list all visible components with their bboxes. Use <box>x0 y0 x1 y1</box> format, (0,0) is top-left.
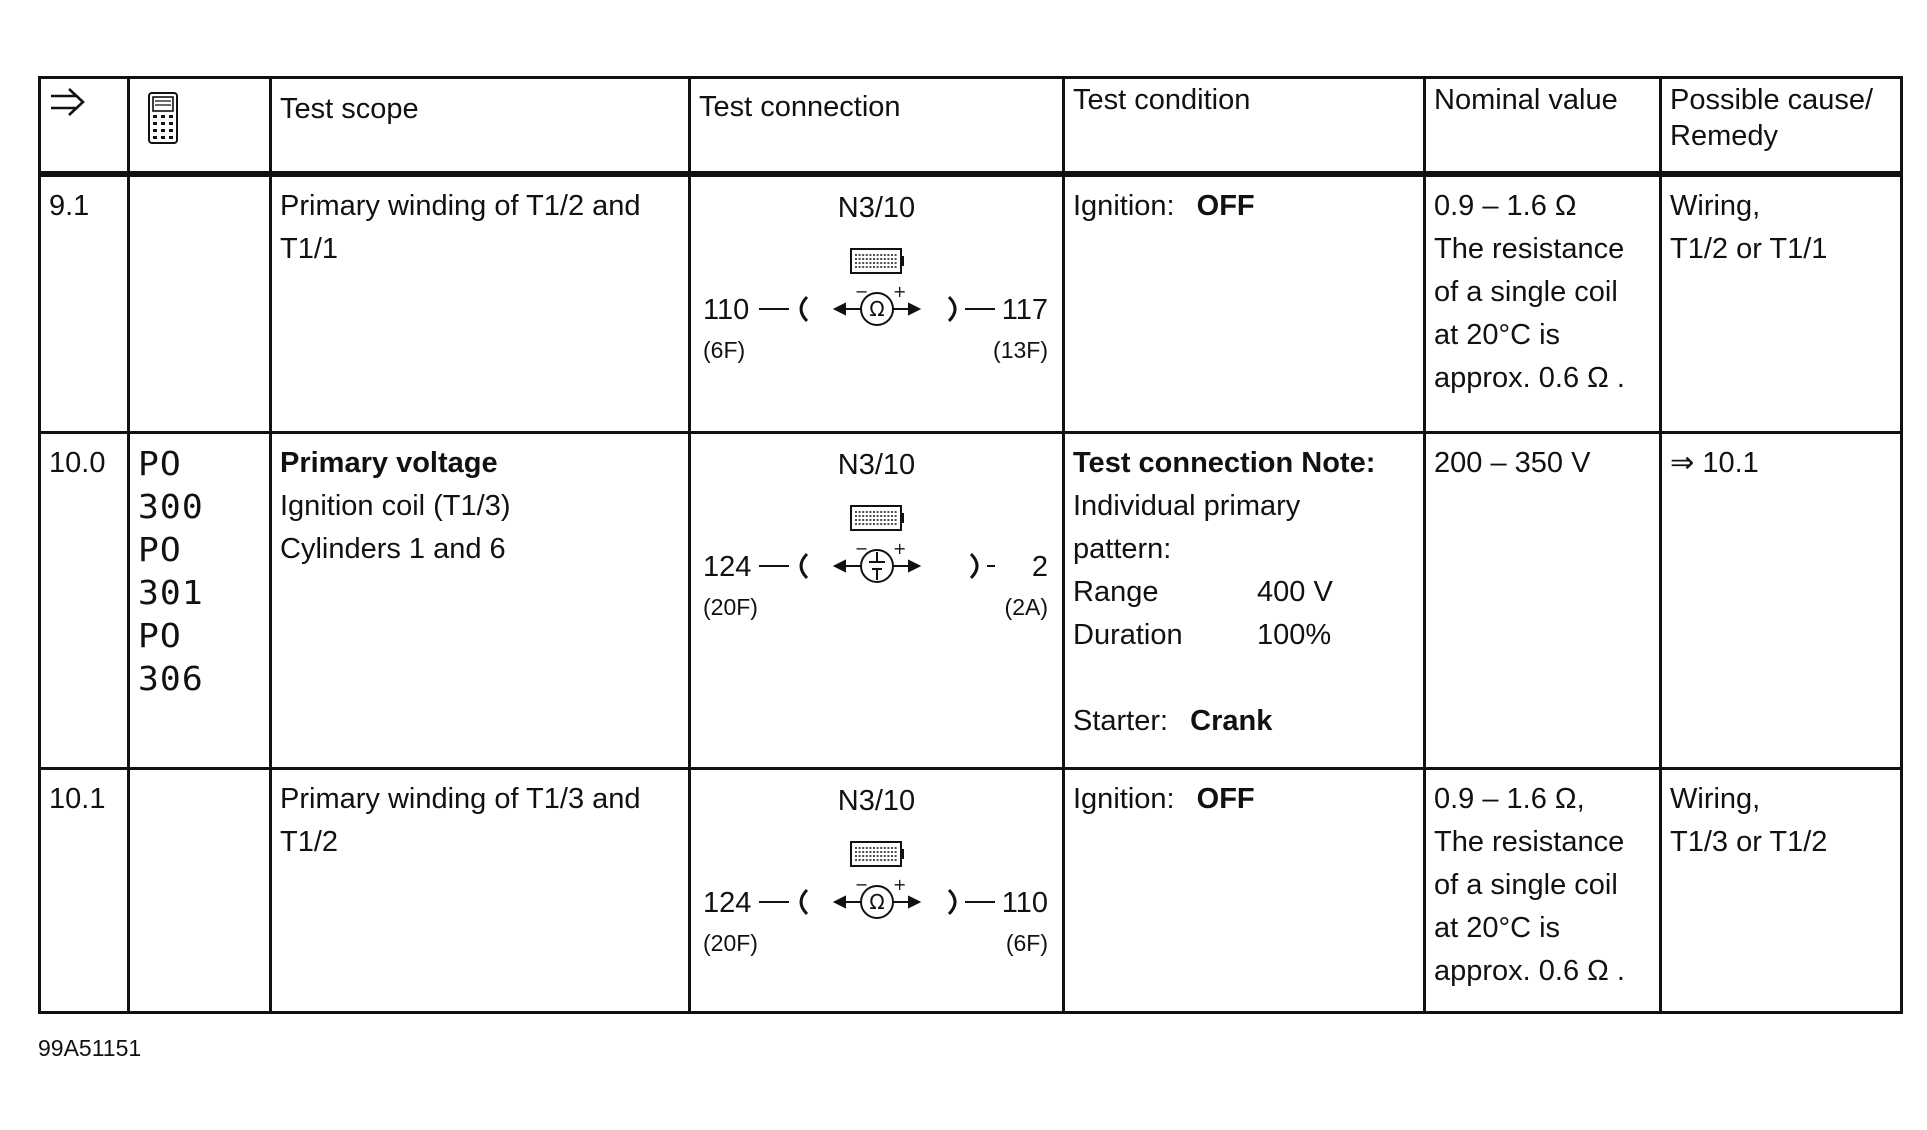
cause-link[interactable]: ⇒ 10.1 <box>1670 446 1759 479</box>
test-condition-header: Test condition <box>1064 78 1425 175</box>
dtc-cell <box>129 174 271 432</box>
svg-text:−: − <box>854 875 868 894</box>
connector-icon <box>849 247 905 277</box>
pin-right: 117 <box>1001 294 1048 326</box>
duration-label: Duration <box>1073 618 1183 651</box>
dtc-code: PO 301 <box>138 529 204 612</box>
nominal-line: approx. 0.6 Ω . <box>1434 362 1625 394</box>
connector-icon <box>849 504 905 534</box>
pin-right: 2 <box>1031 550 1048 583</box>
header-row <box>40 78 1902 175</box>
double-right-arrow-icon <box>49 87 89 117</box>
test-scope-cell <box>271 432 690 768</box>
nominal-line: at 20°C is <box>1434 911 1561 944</box>
pin-left-sub: (20F) <box>703 929 758 956</box>
table-row <box>40 174 1902 432</box>
scope-line: Primary winding of T1/3 and <box>280 782 641 815</box>
svg-text:+: + <box>892 283 906 301</box>
scope-line: Cylinders 1 and 6 <box>280 532 506 565</box>
nominal-line: at 20°C is <box>1434 319 1561 351</box>
scope-line: T1/1 <box>280 233 339 265</box>
cause-line: T1/3 or T1/2 <box>1670 825 1828 858</box>
condition-line: pattern: <box>1073 532 1172 565</box>
nominal-line: approx. 0.6 Ω . <box>1434 954 1625 987</box>
nominal-value-cell <box>1425 174 1661 432</box>
diagnostic-table <box>38 76 1903 1014</box>
voltmeter-icon <box>759 540 995 592</box>
pin-left-sub: (20F) <box>703 593 758 620</box>
svg-text:+: + <box>892 875 906 894</box>
scope-line: Primary winding of T1/2 and <box>280 190 641 222</box>
possible-cause-cell <box>1661 768 1902 1012</box>
range-value: 400 V <box>1257 575 1333 608</box>
starter-value: Crank <box>1190 704 1273 737</box>
svg-text:Ω: Ω <box>868 889 885 914</box>
ohmmeter-icon <box>759 283 995 335</box>
nominal-line: The resistance <box>1434 825 1625 858</box>
possible-cause-cell <box>1661 174 1902 432</box>
test-condition-cell <box>1064 174 1425 432</box>
cause-line: Wiring, <box>1670 190 1761 222</box>
duration-value: 100% <box>1257 618 1332 651</box>
scope-line: T1/2 <box>280 825 339 858</box>
step-number: 10.0 <box>40 432 129 768</box>
cause-line: Wiring, <box>1670 782 1761 815</box>
figure-code: 99A51151 <box>38 1035 142 1061</box>
step-number: 10.1 <box>40 768 129 1012</box>
dtc-code: PO 306 <box>138 615 204 698</box>
ohmmeter-icon <box>759 876 995 928</box>
pin-left: 124 <box>703 550 752 583</box>
tester-column-header <box>129 78 271 175</box>
test-connection-cell <box>690 768 1064 1012</box>
test-connection-cell <box>690 174 1064 432</box>
pin-left: 124 <box>703 886 752 919</box>
nominal-value-cell <box>1425 768 1661 1012</box>
pin-right-sub: (13F) <box>993 337 1048 363</box>
condition-label: Ignition: <box>1073 782 1175 815</box>
scope-title: Primary voltage <box>280 446 498 479</box>
nominal-line: 200 – 350 V <box>1434 446 1591 479</box>
pin-right-sub: (6F) <box>1005 929 1048 956</box>
pin-right-sub: (2A) <box>1004 593 1048 620</box>
starter-label: Starter: <box>1073 704 1169 737</box>
svg-text:+: + <box>892 539 906 558</box>
pin-left-sub: (6F) <box>703 337 746 363</box>
connector-icon <box>849 840 905 870</box>
table-row <box>40 432 1902 768</box>
dtc-cell <box>129 432 271 768</box>
nominal-line: 0.9 – 1.6 Ω, <box>1434 782 1585 815</box>
test-scope-cell <box>271 174 690 432</box>
range-setting <box>1073 571 1415 614</box>
cause-line: T1/2 or T1/1 <box>1670 233 1828 265</box>
test-scope-header: Test scope <box>271 78 690 175</box>
possible-cause-header-line1: Possible cause/ <box>1670 84 1874 116</box>
svg-text:Ω: Ω <box>868 297 885 321</box>
scope-line: Ignition coil (T1/3) <box>280 489 511 522</box>
condition-title: Test connection Note: <box>1073 446 1376 479</box>
possible-cause-cell <box>1661 432 1902 768</box>
test-condition-cell <box>1064 432 1425 768</box>
test-connection-cell <box>690 432 1064 768</box>
nominal-value-header: Nominal value <box>1425 78 1661 175</box>
condition-line: Individual primary <box>1073 489 1301 522</box>
nominal-line: of a single coil <box>1434 276 1618 308</box>
svg-text:−: − <box>854 283 868 301</box>
test-scope-cell <box>271 768 690 1012</box>
nominal-line: 0.9 – 1.6 Ω <box>1434 190 1577 222</box>
condition-value: OFF <box>1196 190 1255 222</box>
ecu-label: N3/10 <box>837 448 916 481</box>
handheld-tester-icon <box>146 91 182 147</box>
range-label: Range <box>1073 575 1159 608</box>
dtc-cell <box>129 768 271 1012</box>
possible-cause-header <box>1661 78 1902 175</box>
nominal-line: of a single coil <box>1434 868 1618 901</box>
nominal-value-cell <box>1425 432 1661 768</box>
duration-setting <box>1073 614 1415 657</box>
condition-label: Ignition: <box>1073 190 1175 222</box>
table-row <box>40 768 1902 1012</box>
dtc-code: PO 300 <box>138 443 204 526</box>
condition-value: OFF <box>1196 782 1255 815</box>
ecu-label: N3/10 <box>837 192 916 224</box>
test-condition-cell <box>1064 768 1425 1012</box>
ecu-label: N3/10 <box>837 784 916 817</box>
possible-cause-header-line2: Remedy <box>1670 120 1778 152</box>
nominal-line: The resistance <box>1434 233 1625 265</box>
pin-left: 110 <box>703 294 750 326</box>
step-number: 9.1 <box>40 174 129 432</box>
test-connection-header: Test connection <box>690 78 1064 175</box>
step-column-header <box>40 78 129 175</box>
svg-text:−: − <box>854 539 868 558</box>
starter-setting <box>1073 700 1415 743</box>
pin-right: 110 <box>1001 886 1048 919</box>
